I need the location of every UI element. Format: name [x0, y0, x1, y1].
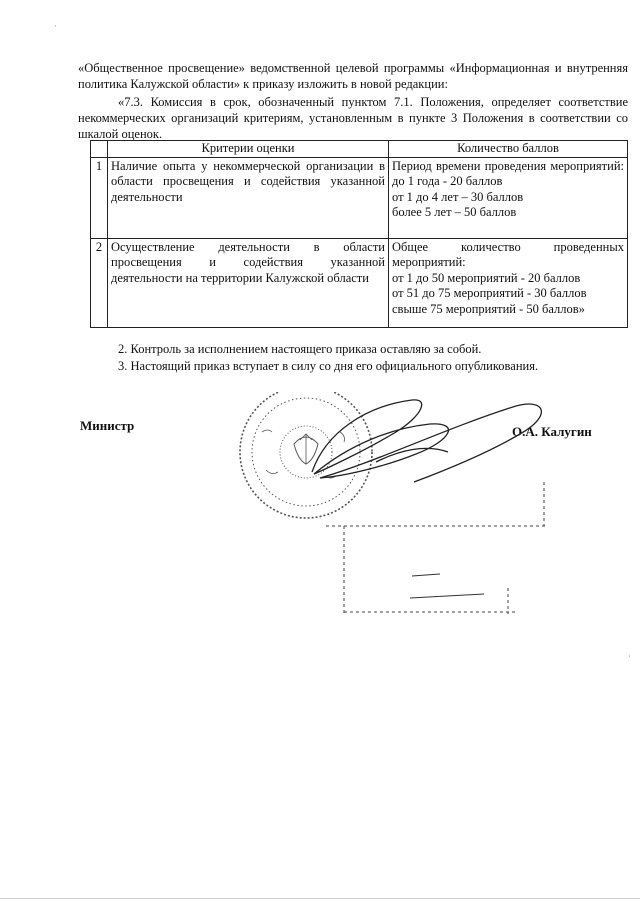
score-line: от 1 до 50 мероприятий - 20 баллов — [392, 270, 581, 285]
score-line: свыше 75 мероприятий - 50 баллов» — [392, 301, 585, 316]
handwritten-registration — [410, 574, 484, 598]
score-line: более 5 лет – 50 баллов — [392, 205, 517, 219]
item-2: 2. Контроль за исполнением настоящего приказа оставляю за собой. — [118, 342, 482, 356]
score-cell — [389, 157, 628, 238]
header-criteria: Критерии оценки — [108, 141, 389, 158]
header-num-cell — [91, 141, 108, 158]
minister-label: Министр — [80, 418, 135, 433]
signature — [312, 400, 541, 482]
intro-paragraph: «Общественное просвещение» ведомственной целевой программы «Информационная и внутренняя политика Калужской области» к приказу изложить в новой редакции: — [78, 61, 628, 91]
item-3: 3. Настоящий приказ вступает в силу со дня его официального опубликования. — [118, 359, 539, 373]
official-seal — [240, 392, 372, 518]
table-row — [91, 157, 628, 238]
scan-speck: · — [54, 22, 57, 31]
seal-and-signature — [216, 392, 596, 624]
clause-7-3-paragraph: «7.3. Комиссия в срок, обозначенный пунктом 7.1. Положения, определяет соответствие некоммерческих организаций критериям, установленным в пункте 3 Положения в соответствии со шкалой оценок. — [78, 95, 628, 141]
signer-name: О.А. Калугин — [512, 424, 592, 439]
row-number: 1 — [91, 157, 108, 238]
score-line: Период времени проведения мероприятий: — [392, 158, 624, 173]
closing-items — [118, 341, 538, 375]
table-header-row — [91, 141, 628, 158]
registration-box — [326, 482, 546, 614]
score-line: от 1 до 4 лет – 30 баллов — [392, 189, 524, 204]
criterion-cell: Осуществление деятельности в области просвещения и содействия указанной деятельности на территории Калужской области — [108, 238, 389, 327]
header-score: Количество баллов — [389, 141, 628, 158]
table-row — [91, 238, 628, 327]
criteria-table — [90, 140, 628, 328]
score-line: Общее количество проведенных мероприятий: — [392, 239, 624, 269]
scan-edge — [0, 898, 640, 899]
criterion-cell: Наличие опыта у некоммерческой организации в области просвещения и содействия указанной деятельности — [108, 157, 389, 238]
score-line: до 1 года - 20 баллов — [392, 174, 503, 188]
row-number: 2 — [91, 238, 108, 327]
scan-speck: · — [628, 652, 631, 661]
score-line: от 51 до 75 мероприятий - 30 баллов — [392, 286, 587, 300]
score-cell — [389, 238, 628, 327]
